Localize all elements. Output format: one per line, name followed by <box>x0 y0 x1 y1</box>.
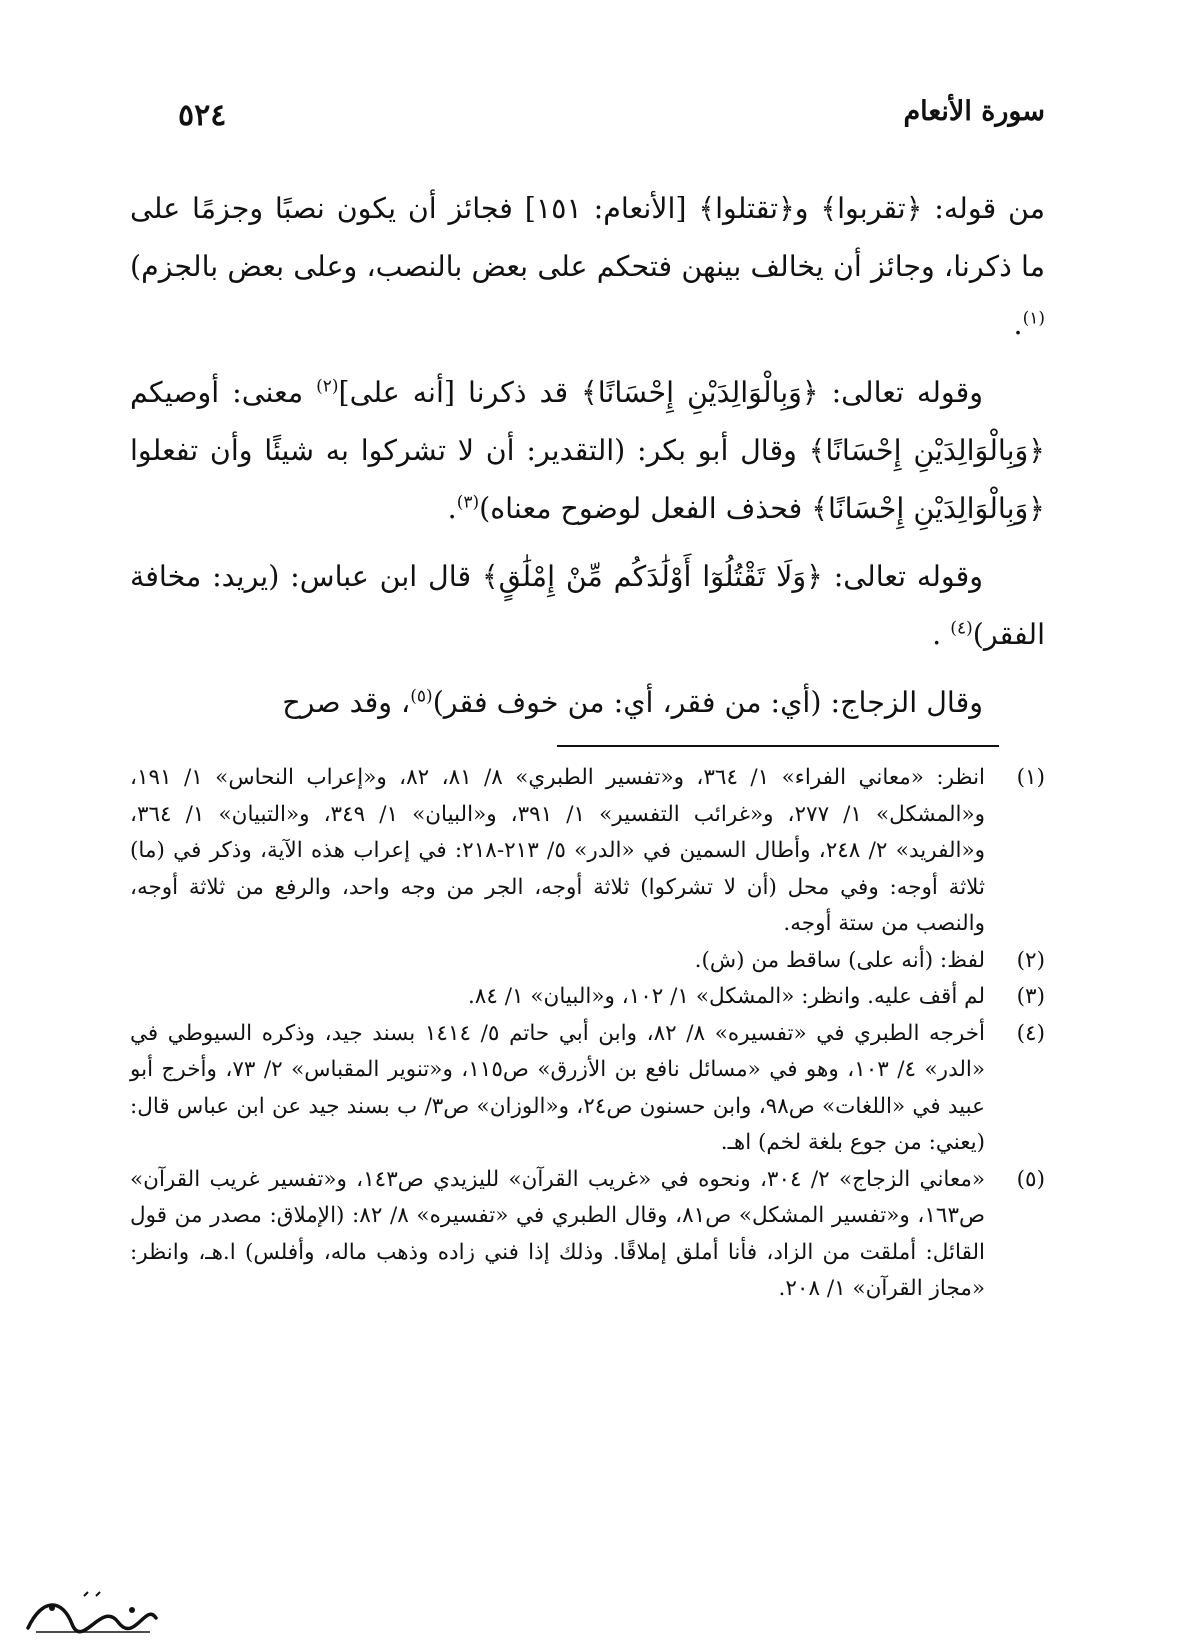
paragraph-3 <box>130 548 1045 664</box>
footnote-text: «معاني الزجاج» ٢/ ٣٠٤، ونحوه في «غريب القرآن» لليزيدي ص١٤٣، و«تفسير غريب القرآن» ص١٦٣، و«تفسير المشكل» ص٨١، وقال الطبري في «تفسيره» ٨/ ٨٢: (الإملاق: مصدر من قول القائل: أملقت من الزاد، فأنا أملق إملاقًا. وذلك إذا فني زاده وذهب ماله، وأفلس) ا.هـ، وانظر: «مجاز القرآن» ١/ ٢٠٨. <box>130 1166 986 1301</box>
paragraph-1-text: من قوله: ﴿تقربوا﴾ و﴿تقتلوا﴾ [الأنعام: ١٥١] فجائز أن يكون نصبًا وجزمًا على ما ذكرنا، وجائز أن يخالف بينهن فتحكم على بعض بالنصب، وعلى بعض بالجزم) <box>130 192 1045 283</box>
paragraph-3-end: . <box>932 618 951 651</box>
main-text <box>130 180 1045 732</box>
page-number: ٥٢٤ <box>178 98 227 133</box>
footnote-text: انظر: «معاني الفراء» ١/ ٣٦٤، و«تفسير الطبري» ٨/ ٨١، ٨٢، و«إعراب النحاس» ١/ ١٩١، و«المشكل» ١/ ٢٧٧، و«غرائب التفسير» ١/ ٣٩١، و«البيان» ١/ ٣٤٩، و«التبيان» ١/ ٣٦٤، و«الفريد» ٢/ ٢٤٨، وأطال السمين في «الدر» ٥/ ٢١٣-٢١٨: في إعراب هذه الآية، وذكر في (ما) ثلاثة أوجه: وفي محل (أن لا تشركوا) ثلاثة أوجه، الجر من وجه واحد، والرفع من ثلاثة أوجه، والنصب من ستة أوجه. <box>130 765 986 936</box>
paragraph-2-text-a: وقوله تعالى: ﴿وَبِالْوَالِدَيْنِ إِحْسَانًا﴾ قد ذكرنا [أنه على] <box>338 376 983 409</box>
paragraph-4-end: ، وقد صرح <box>282 686 411 719</box>
footnote-item <box>130 1016 1045 1162</box>
footnote-divider <box>557 745 999 747</box>
paragraph-3-text: وقوله تعالى: ﴿وَلَا تَقْتُلُوٓا أَوْلَٰدَكُم مِّنْ إِمْلَٰقٍ﴾ قال ابن عباس: (يريد: مخافة الفقر) <box>130 560 1045 651</box>
paragraph-2-text-b: معنى: أوصيكم ﴿وَبِالْوَالِدَيْنِ إِحْسَانًا﴾ وقال أبو بكر: (التقدير: أن لا تشركوا به شيئًا وأن تفعلوا ﴿وَبِالْوَالِدَيْنِ إِحْسَانًا﴾ فحذف الفعل لوضوح معناه) <box>130 376 1045 525</box>
footnote-text: لفظ: (أنه على) ساقط من (ش). <box>694 947 985 973</box>
footnote-ref: (٣) <box>456 492 480 513</box>
footnote-ref: (١) <box>1022 308 1045 329</box>
publisher-logo <box>22 1588 162 1640</box>
paragraph-2-end: . <box>447 492 457 525</box>
paragraph-2 <box>130 364 1045 538</box>
footnote-number: (٣) <box>1016 984 1045 1009</box>
footnote-number: (٤) <box>1016 1020 1045 1046</box>
footnote-text: أخرجه الطبري في «تفسيره» ٨/ ٨٢، وابن أبي حاتم ٥/ ١٤١٤ بسند جيد، وذكره السيوطي في «الدر» ٤/ ١٠٣، وهو في «مسائل نافع بن الأزرق» ص١١٥، و«تنوير المقباس» ٢/ ٧٣، وأخرج أبو عبيد في «اللغات» ص٩٨، وابن حسنون ص٢٤، و«الوزان» ص٣/ ب بسند جيد عن ابن عباس قال: (يعني: من جوع بلغة لخم) اهـ. <box>130 1020 986 1155</box>
footnote-item <box>130 1162 1045 1308</box>
surah-title: سورة الأنعام <box>903 96 1045 127</box>
paragraph-4 <box>130 674 1045 732</box>
footnote-ref: (٤) <box>950 618 973 639</box>
paragraph-1-end: . <box>1013 308 1023 341</box>
footnote-item <box>130 760 1045 943</box>
footnote-number: (٢) <box>1016 947 1045 973</box>
footnote-ref: (٢) <box>316 376 339 397</box>
footnote-item <box>130 943 1045 980</box>
footnote-ref: (٥) <box>410 686 433 707</box>
footnote-number: (٥) <box>1016 1166 1045 1192</box>
paragraph-4-text: وقال الزجاج: (أي: من فقر، أي: من خوف فقر) <box>432 686 983 719</box>
footnotes <box>130 760 1045 1308</box>
paragraph-1 <box>130 180 1045 354</box>
page-header <box>178 96 1045 146</box>
footnote-text: لم أقف عليه. وانظر: «المشكل» ١/ ١٠٢، و«البيان» ١/ ٨٤. <box>467 984 985 1009</box>
footnote-number: (١) <box>1016 765 1045 790</box>
footnote-item <box>130 979 1045 1016</box>
